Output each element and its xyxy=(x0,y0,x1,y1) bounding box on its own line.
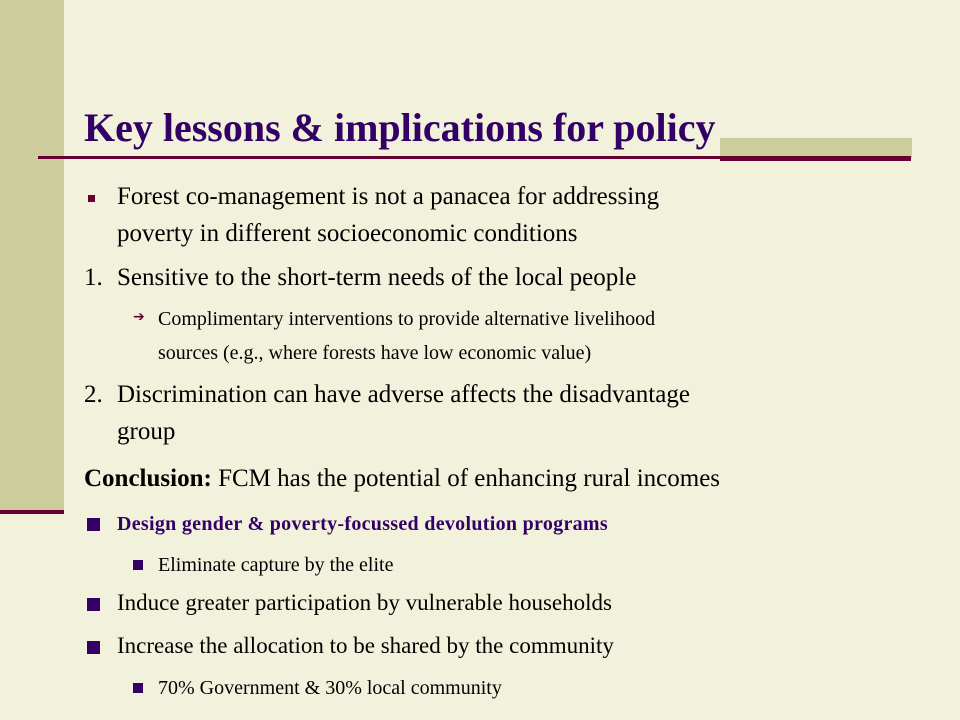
sidebar-accent-line xyxy=(0,510,64,514)
square-bullet-icon xyxy=(133,683,143,693)
point-text: Increase the allocation to be shared by the community xyxy=(117,633,614,658)
sub-item-text: sources (e.g., where forests have low economic value) xyxy=(158,342,592,364)
list-number: 1. xyxy=(84,264,103,291)
small-square-bullet-icon xyxy=(88,195,95,202)
title-accent-box xyxy=(720,138,912,158)
square-bullet-icon xyxy=(87,598,100,611)
slide-title: Key lessons & implications for policy xyxy=(84,105,716,150)
bullet-text-line: poverty in different socioeconomic conditions xyxy=(117,220,578,247)
conclusion-line xyxy=(84,463,720,495)
title-accent-underline xyxy=(720,159,911,161)
conclusion-text: FCM has the potential of enhancing rural incomes xyxy=(211,465,721,492)
point-text: Induce greater participation by vulnerable households xyxy=(117,590,612,615)
square-bullet-icon xyxy=(87,641,100,654)
point-sub-text: Eliminate capture by the elite xyxy=(158,554,394,576)
numbered-item-text: Discrimination can have adverse affects the disadvantage xyxy=(117,381,690,408)
arrow-right-icon: ➔ xyxy=(133,309,145,325)
point-sub-text: 70% Government & 30% local community xyxy=(158,677,502,699)
square-bullet-icon xyxy=(133,560,143,570)
conclusion-label: Conclusion: xyxy=(84,465,212,492)
list-number: 2. xyxy=(84,381,103,408)
square-bullet-icon xyxy=(87,518,100,531)
numbered-item-text: Sensitive to the short-term needs of the local people xyxy=(117,264,637,291)
numbered-item-text: group xyxy=(117,418,176,445)
sub-item-text: Complimentary interventions to provide alternative livelihood xyxy=(158,308,656,330)
point-text-emphasis: Design gender & poverty-focussed devolution programs xyxy=(117,513,608,535)
bullet-text-line: Forest co-management is not a panacea for addressing xyxy=(117,183,660,210)
sidebar-decoration xyxy=(0,0,64,512)
